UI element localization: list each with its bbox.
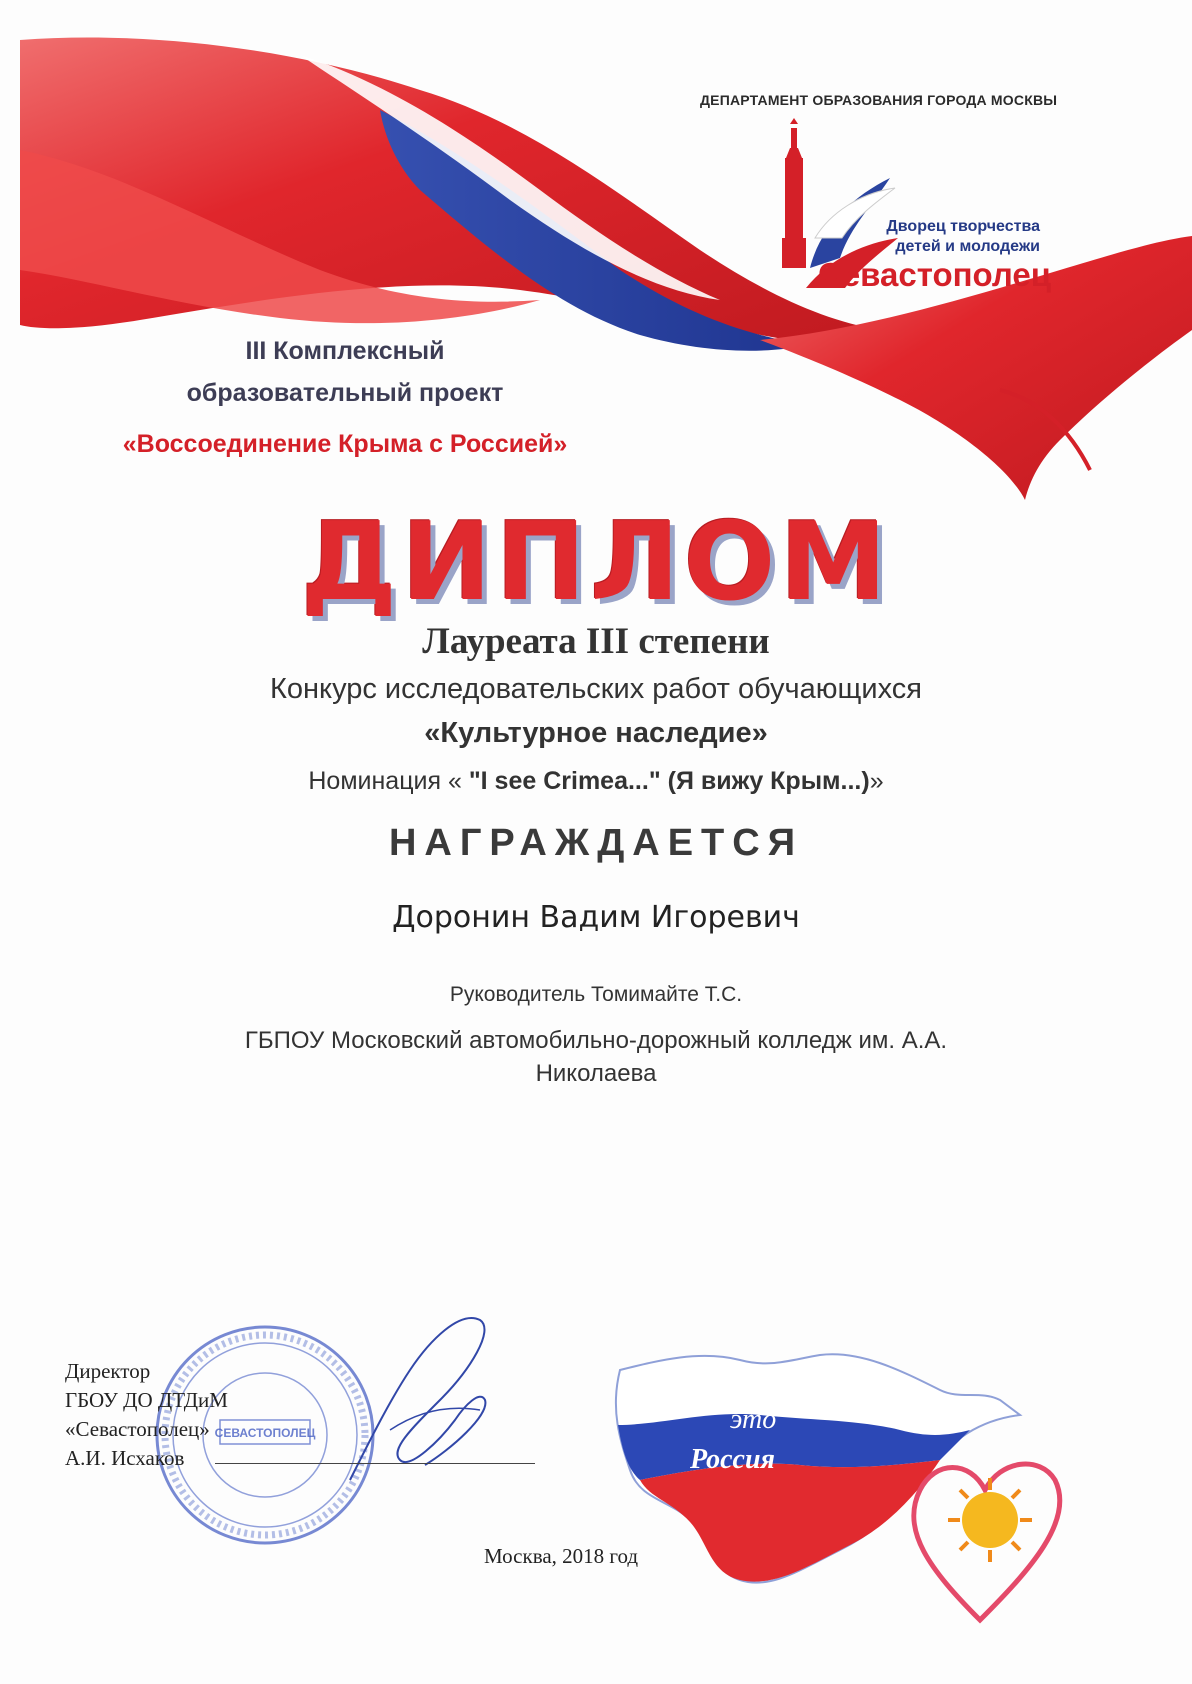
crimea-text-1: Крым -: [720, 1366, 806, 1397]
logo-line-2: детей и молодежи: [895, 238, 1040, 255]
college-line-1: ГБПОУ Московский автомобильно-дорожный колледж им. А.А.: [244, 1027, 948, 1054]
department-title: ДЕПАРТАМЕНТ ОБРАЗОВАНИЯ ГОРОДА МОСКВЫ: [700, 92, 1058, 108]
laureate-degree: Лауреата III степени: [422, 621, 770, 662]
recipient-name: Доронин Вадим Игоревич: [392, 900, 800, 935]
nomination-suffix: »: [869, 767, 884, 795]
nomination: [0, 767, 1192, 796]
contest-description: Конкурс исследовательских работ обучающихся: [270, 673, 922, 705]
contest-name: «Культурное наследие»: [424, 717, 768, 749]
project-line-2: образовательный проект: [186, 379, 504, 407]
signature-name: А.И. Исхаков: [65, 1446, 185, 1470]
nomination-prefix: Номинация «: [308, 767, 469, 795]
stamp-center-text: СЕВАСТОПОЛЕЦ: [214, 1426, 316, 1440]
college-line-2: Николаева: [535, 1060, 657, 1087]
crimea-text-3: Россия: [690, 1444, 775, 1475]
supervisor: Руководитель Томимайте Т.С.: [449, 983, 743, 1006]
signature-org-1: ГБОУ ДО ДТДиМ: [65, 1388, 228, 1412]
crimea-text-2: это: [730, 1404, 777, 1435]
crimea-map-emblem: [600, 1330, 1120, 1630]
project-title: «Воссоединение Крыма с Россией»: [122, 430, 568, 458]
place-and-date: Москва, 2018 год: [484, 1544, 639, 1568]
signature-org-2: «Севастополец»: [65, 1417, 210, 1441]
director-signature: [330, 1290, 510, 1500]
signature-line: [215, 1463, 535, 1464]
project-line-1: III Комплексный: [245, 337, 445, 365]
diploma-title: ДИПЛОМ: [301, 500, 891, 625]
logo-name: Севастополец: [818, 256, 1052, 293]
awarded-heading: НАГРАЖДАЕТСЯ: [388, 822, 804, 864]
signature-block: [65, 1357, 228, 1473]
signature-role: Директор: [65, 1359, 151, 1383]
nomination-name: "I see Crimea..." (Я вижу Крым...): [468, 767, 870, 795]
logo-line-1: Дворец творчества: [886, 218, 1040, 235]
